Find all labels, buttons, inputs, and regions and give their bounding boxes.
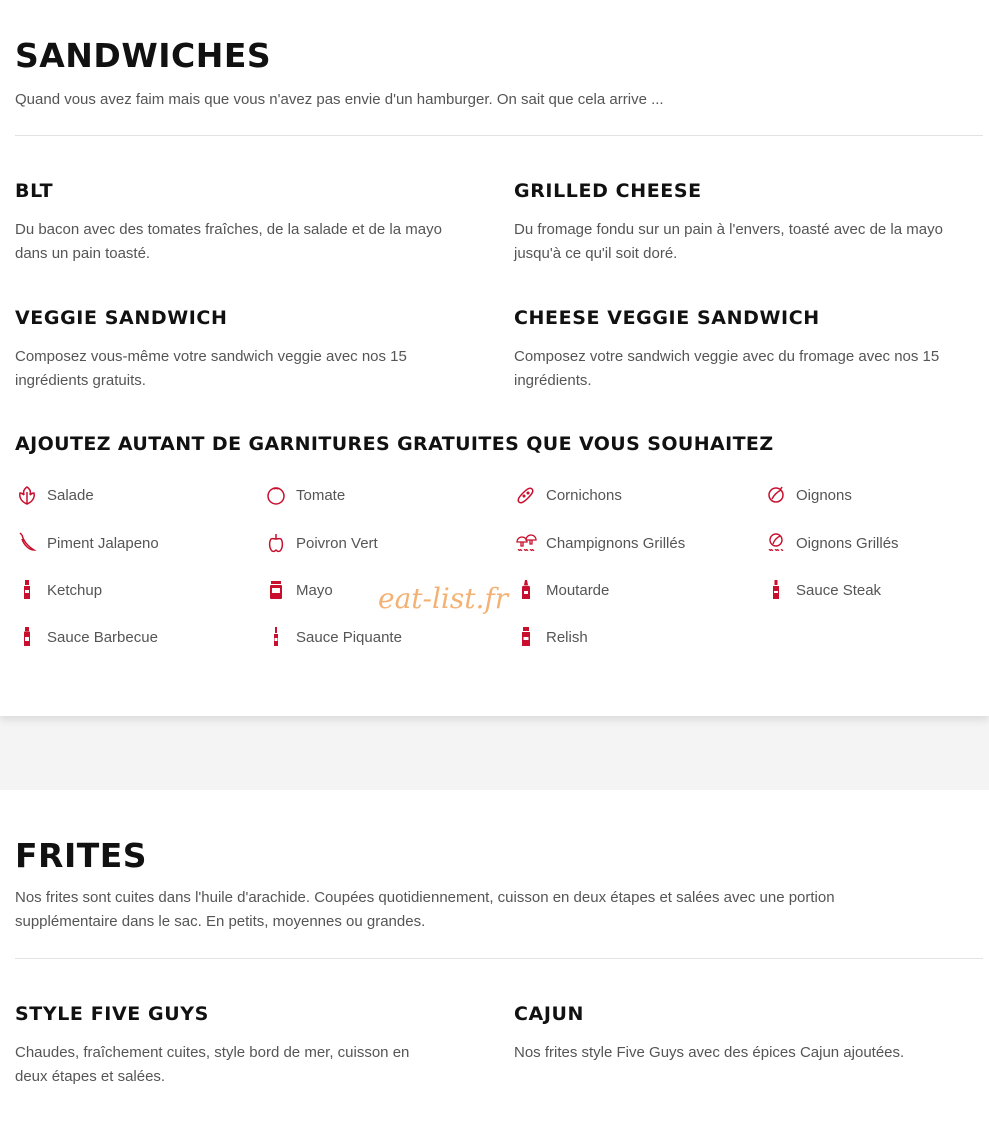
menu-item-title: CAJUN [514, 1003, 585, 1025]
mayo-jar-icon [264, 578, 288, 602]
menu-item-title: BLT [15, 180, 54, 202]
menu-item-description: Nos frites style Five Guys avec des épices Cajun ajoutées. [514, 1044, 905, 1061]
pickle-icon [514, 483, 538, 507]
topping-piment-jalapeno: Piment Jalapeno [15, 531, 159, 555]
hot-sauce-bottle-icon [264, 625, 288, 649]
topping-sauce-barbecue: Sauce Barbecue [15, 625, 158, 649]
menu-item-description: Composez vous-même votre sandwich veggie avec nos 15 ingrédients gratuits. [15, 348, 407, 389]
topping-sauce-steak: Sauce Steak [764, 578, 881, 602]
topping-mayo: Mayo [264, 578, 333, 602]
jalapeno-icon [15, 531, 39, 555]
mustard-bottle-icon [514, 578, 538, 602]
topping-champignons-grilles: Champignons Grillés [514, 531, 685, 555]
topping-salade: Salade [15, 483, 94, 507]
menu-item-title: STYLE FIVE GUYS [15, 1003, 209, 1025]
menu-item-style-five-guys [15, 1003, 485, 1089]
menu-item-cajun [514, 1003, 984, 1065]
section-gap [0, 716, 989, 790]
topping-oignons-grilles: Oignons Grillés [764, 531, 899, 555]
menu-item-description: Composez votre sandwich veggie avec du fromage avec nos 15 ingrédients. [514, 348, 940, 389]
topping-moutarde: Moutarde [514, 578, 609, 602]
frites-section [0, 790, 989, 1128]
menu-item-description: Du bacon avec des tomates fraîches, de la salade et de la mayo dans un pain toasté. [15, 221, 442, 262]
bbq-sauce-bottle-icon [15, 625, 39, 649]
frites-title: FRITES [15, 836, 148, 875]
grilled-onion-icon [764, 531, 788, 555]
onion-icon [764, 483, 788, 507]
topping-ketchup: Ketchup [15, 578, 102, 602]
lettuce-icon [15, 483, 39, 507]
menu-item-blt [15, 180, 485, 266]
menu-item-description: Du fromage fondu sur un pain à l'envers, toasté avec de la mayo jusqu'à ce qu'il soit doré. [514, 221, 943, 262]
menu-item-description: Chaudes, fraîchement cuites, style bord de mer, cuisson en deux étapes et salées. [15, 1044, 410, 1085]
topping-cornichons: Cornichons [514, 483, 622, 507]
menu-item-veggie-sandwich [15, 307, 485, 393]
watermark: eat-list.fr [378, 582, 509, 615]
divider [15, 958, 983, 959]
sandwiches-title: SANDWICHES [15, 36, 272, 75]
sandwiches-intro: Quand vous avez faim mais que vous n'avez pas envie d'un hamburger. On sait que cela arrive ... [15, 91, 664, 108]
topping-sauce-piquante: Sauce Piquante [264, 625, 402, 649]
tomato-icon [264, 483, 288, 507]
pepper-icon [264, 531, 288, 555]
menu-item-cheese-veggie-sandwich [514, 307, 984, 393]
frites-intro: Nos frites sont cuites dans l'huile d'arachide. Coupées quotidiennement, cuisson en deux étapes et salées avec une portion supplémentaire dans le sac. En petits, moyennes ou grandes. [15, 889, 835, 930]
menu-item-grilled-cheese [514, 180, 984, 266]
menu-item-title: CHEESE VEGGIE SANDWICH [514, 307, 820, 329]
mushroom-icon [514, 531, 538, 555]
menu-item-title: GRILLED CHEESE [514, 180, 702, 202]
steak-sauce-bottle-icon [764, 578, 788, 602]
topping-relish: Relish [514, 625, 588, 649]
topping-oignons: Oignons [764, 483, 852, 507]
divider [15, 135, 983, 136]
toppings-title: AJOUTEZ AUTANT DE GARNITURES GRATUITES QUE VOUS SOUHAITEZ [15, 433, 774, 455]
relish-jar-icon [514, 625, 538, 649]
topping-poivron-vert: Poivron Vert [264, 531, 378, 555]
ketchup-bottle-icon [15, 578, 39, 602]
menu-item-title: VEGGIE SANDWICH [15, 307, 228, 329]
topping-tomate: Tomate [264, 483, 345, 507]
